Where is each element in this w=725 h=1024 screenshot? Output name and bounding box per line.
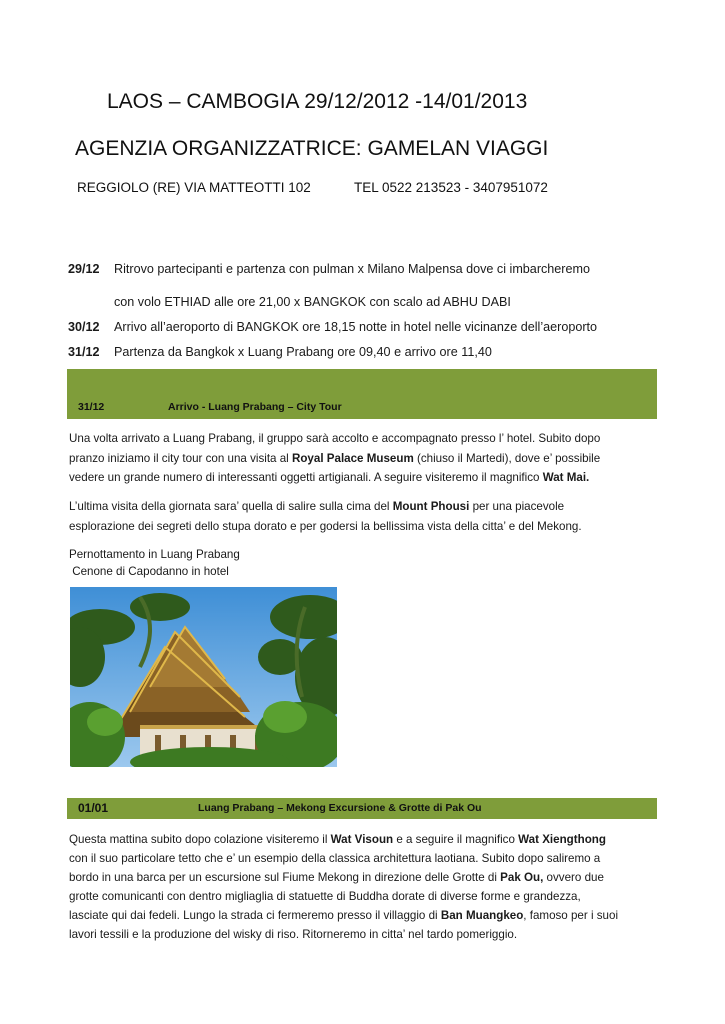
place-name: Pak Ou, xyxy=(500,871,544,884)
agency-heading: AGENZIA ORGANIZZATRICE: GAMELAN VIAGGI xyxy=(75,137,549,160)
paragraph-line xyxy=(69,906,657,925)
text-run: lasciate qui dai fedeli. Lungo la strada ci fermeremo presso il villaggio di xyxy=(69,909,441,922)
place-name: Wat Xiengthong xyxy=(518,833,606,846)
text-run: vedere un grande numero di interessanti oggetti artigianali. A seguire visiteremo il magnifico xyxy=(69,471,543,484)
paragraph-line: Una volta arrivato a Luang Prabang, il gruppo sarà accolto e accompagnato presso l’ hotel. Subito dopo xyxy=(69,432,601,445)
text-run: pranzo iniziamo il city tour con una visita al xyxy=(69,451,292,465)
schedule-text: con volo ETHIAD alle ore 21,00 x BANGKOK con scalo ad ABHU DABI xyxy=(114,295,511,309)
paragraph-line: lavori tessili e la produzione del wisky di riso. Ritorneremo in citta’ nel tardo pomeriggio. xyxy=(69,928,518,941)
agency-address: REGGIOLO (RE) VIA MATTEOTTI 102 xyxy=(77,180,311,195)
agency-phone: TEL 0522 213523 - 3407951072 xyxy=(354,180,548,195)
note-line: Pernottamento in Luang Prabang xyxy=(69,548,240,561)
schedule-date: 29/12 xyxy=(68,262,100,276)
text-run: bordo in una barca per un escursione sul Fiume Mekong in direzione delle Grotte di xyxy=(69,871,501,884)
place-name: Wat Mai. xyxy=(542,471,590,484)
day-header-band xyxy=(67,369,657,419)
paragraph-line xyxy=(69,468,657,488)
schedule-text: Arrivo all’aeroporto di BANGKOK ore 18,15 notte in hotel nelle vicinanze dell’aeroporto xyxy=(114,320,598,334)
place-name: Wat Visoun xyxy=(330,833,394,846)
schedule-row xyxy=(68,262,100,276)
text-run: , famoso per i suoi xyxy=(523,909,619,922)
text-run: e a seguire il magnifico xyxy=(393,833,519,846)
schedule-row xyxy=(68,320,100,334)
note-line: Cenone di Capodanno in hotel xyxy=(69,565,229,578)
schedule-text: Partenza da Bangkok x Luang Prabang ore 09,40 e arrivo ore 11,40 xyxy=(114,345,492,359)
day-notes xyxy=(69,546,657,580)
paragraph-line: grotte comunicanti con dentro migliaglia di statuette di Buddha dorate di diverse forme e grandezza, xyxy=(69,890,581,903)
paragraph-line xyxy=(69,449,657,469)
text-run: (chiuso il Martedi), dove e’ possibile xyxy=(413,451,601,465)
place-name: Mount Phousi xyxy=(392,500,470,513)
day-paragraph xyxy=(69,429,657,488)
place-name: Ban Muangkeo xyxy=(440,909,524,922)
day-paragraph xyxy=(69,497,657,536)
day-date: 01/01 xyxy=(78,801,109,815)
paragraph-line xyxy=(69,497,657,517)
schedule-text: Ritrovo partecipanti e partenza con pulman x Milano Malpensa dove ci imbarcheremo xyxy=(114,262,591,276)
schedule-date: 31/12 xyxy=(68,345,100,359)
day-date: 31/12 xyxy=(78,401,105,413)
temple-photo xyxy=(70,587,337,767)
paragraph-line: con il suo particolare tetto che e’ un esempio della classica architettura laotiana. Subito dopo saliremo a xyxy=(69,852,601,865)
day-paragraph xyxy=(69,830,657,944)
document-title: LAOS – CAMBOGIA 29/12/2012 -14/01/2013 xyxy=(107,90,528,113)
day-heading: Arrivo - Luang Prabang – City Tour xyxy=(168,401,342,413)
paragraph-line xyxy=(69,830,657,849)
schedule-date: 30/12 xyxy=(68,320,100,334)
day-heading: Luang Prabang – Mekong Excursione & Grotte di Pak Ou xyxy=(198,802,482,814)
schedule-row xyxy=(68,345,100,359)
paragraph-line xyxy=(69,868,657,887)
text-run: ovvero due xyxy=(543,871,604,884)
text-run: Questa mattina subito dopo colazione visiteremo il xyxy=(69,833,331,846)
paragraph-line: esplorazione dei segreti dello stupa dorato e per godersi la bellissima vista della citta’ e del Mekong. xyxy=(69,519,582,533)
text-run: L’ultima visita della giornata sara’ quella di salire sulla cima del xyxy=(69,500,393,513)
day-header-band xyxy=(67,798,657,819)
place-name: Royal Palace Museum xyxy=(291,451,414,465)
text-run: per una piacevole xyxy=(469,500,565,513)
